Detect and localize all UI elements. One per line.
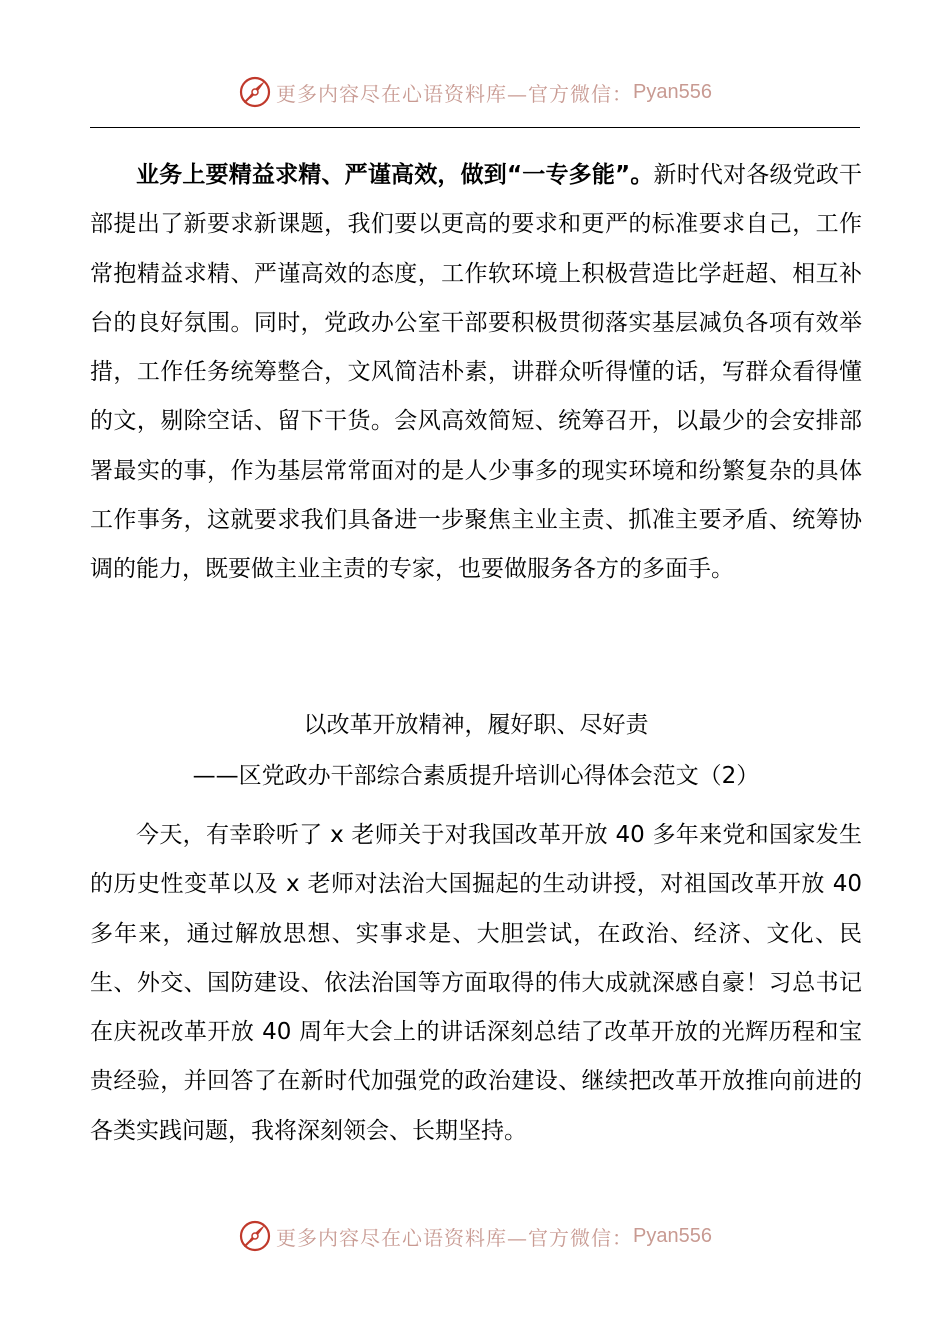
section1-body: 新时代对各级党政干部提出了新要求新课题，我们要以更高的要求和更严的标准要求自己，工作常抱精益求精、严谨高效的态度，工作软环境上积极营造比学赶超、相互补台的良好氛围。同时，党政办公室干部要积极贯彻落实基层减负各项有效举措，工作任务统筹整合，文风简洁朴素，讲群众听得懂的话，写群众看得懂的文，剔除空话、留下干货。会风高效简短、统筹召开，以最少的会安排部署最实的事，作为基层常常面对的是人少事多的现实环境和纷繁复杂的具体工作事务，这就要求我们具备进一步聚焦主业主责、抓准主要矛盾、统筹协调的能力，既要做主业主责的专家，也要做服务各方的多面手。	[90, 162, 863, 583]
banner-wechat-id: Pyan556	[633, 1224, 712, 1247]
banner-wechat-id: Pyan556	[633, 80, 712, 103]
footer-banner	[0, 1214, 950, 1258]
section2-body: 今天，有幸聆听了 x 老师关于对我国改革开放 40 多年来党和国家发生的历史性变革以及 x 老师对法治大国掘起的生动讲授，对祖国改革开放 40 多年来，通过解放思想、实事求是、大胆尝试，在政治、经济、文化、民生、外交、国防建设、依法治国等方面取得的伟大成就深感自豪！习总书记在庆祝改革开放 40 周年大会上的讲话深刻总结了改革开放的光辉历程和宝贵经验，并回答了在新时代加强党的政治建设、继续把改革开放推向前进的各类实践问题，我将深刻领会、长期坚持。	[90, 822, 862, 1144]
banner-text: 更多内容尽在心语资料库—官方微信：	[276, 81, 634, 106]
article-title: 以改革开放精神，履好职、尽好责	[303, 712, 649, 738]
section1-paragraph	[90, 151, 862, 595]
header-divider	[90, 127, 860, 128]
section2-paragraph	[90, 811, 862, 1156]
article-subtitle: ——区党政办干部综合素质提升培训心得体会范文（2）	[192, 763, 760, 789]
quill-logo-icon	[238, 75, 272, 109]
quill-logo-icon	[238, 1219, 272, 1253]
header-banner	[0, 70, 950, 114]
section1-lead: 业务上要精益求精、严谨高效，做到“一专多能”。	[136, 162, 654, 188]
banner-text: 更多内容尽在心语资料库—官方微信：	[276, 1225, 634, 1250]
